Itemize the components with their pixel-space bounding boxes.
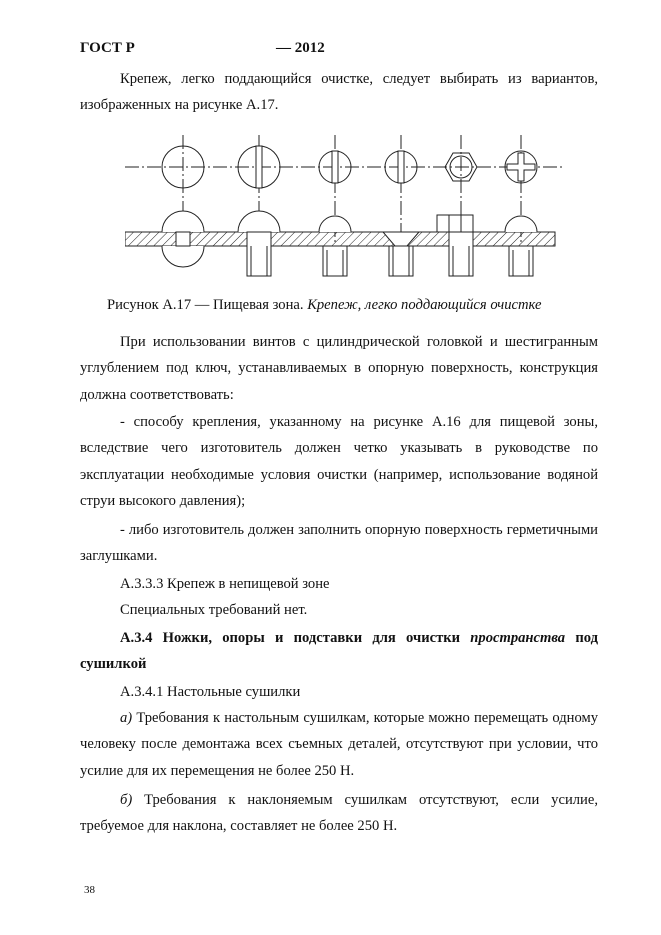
figure-caption (107, 297, 541, 314)
header-standard: ГОСТ Р (80, 40, 135, 56)
item-a-label: а) (120, 710, 133, 726)
paragraph-plugs: - либо изготовитель должен заполнить опорную поверхность герметичными заглушками. (80, 522, 598, 565)
item-a-paragraph (80, 705, 598, 784)
page-number: 38 (84, 884, 95, 896)
paragraph-fastening-method: - способу крепления, указанному на рисунке А.16 для пищевой зоны, вследствие чего изготовитель должен четко указывать в руководстве по эксплуатации необходимые условия очистки (например, использование водяной струи высокого давления); (80, 414, 598, 510)
fastener-figure (125, 130, 565, 285)
figure-caption-italic: Крепеж, легко поддающийся очистке (307, 297, 542, 313)
item-b-label: б) (120, 792, 133, 808)
section-a34-italic: пространства (470, 630, 566, 646)
header-year: — 2012 (276, 40, 325, 56)
section-a333-heading: А.3.3.3 Крепеж в непищевой зоне (120, 576, 330, 592)
section-a341-heading: А.3.4.1 Настольные сушилки (120, 684, 301, 700)
no-requirements-text: Специальных требований нет. (120, 602, 308, 618)
intro-paragraph: Крепеж, легко поддающийся очистке, следует выбирать из вариантов, изображенных на рисунке А.17. (80, 71, 598, 114)
paragraph-screws: При использовании винтов с цилиндрической головкой и шестигранным углублением под ключ, устанавливаемых в опорную поверхность, конструкция должна соответствовать: (80, 334, 598, 403)
section-a34-suffix: под сушилкой (80, 630, 598, 673)
figure-caption-prefix: Рисунок А.17 — Пищевая зона. (107, 297, 308, 313)
section-a34-prefix: А.3.4 Ножки, опоры и подставки для очистки (120, 630, 471, 646)
item-b-paragraph (80, 787, 598, 840)
section-a34-heading (80, 625, 598, 678)
section-view-row (125, 211, 555, 276)
item-b-text: Требования к наклоняемым сушилкам отсутствуют, если усилие, требуемое для наклона, составляет не более 250 Н. (80, 792, 598, 835)
item-a-text: Требования к настольным сушилкам, которые можно перемещать одному человеку после демонтажа всех съемных деталей, отсутствуют при условии, что усилие для их перемещения не более 250 Н. (80, 710, 598, 779)
